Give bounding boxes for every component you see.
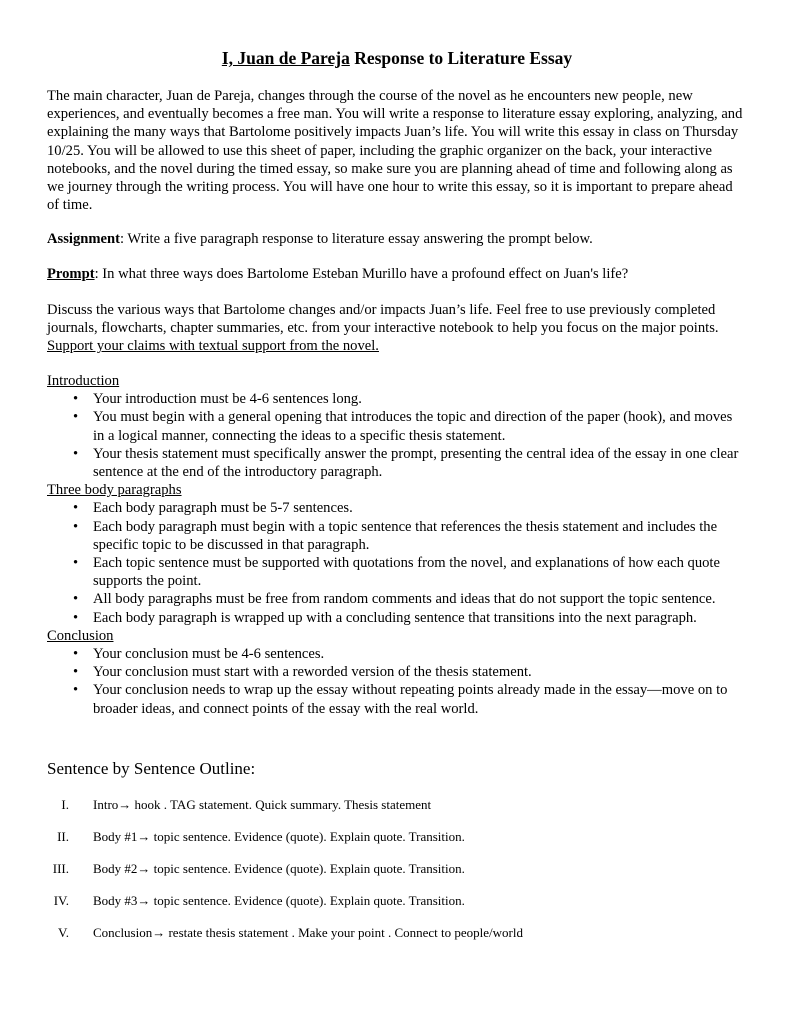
list-item: • You must begin with a general opening that introduces the topic and direction of the paper (hook), and moves in a logical manner, connecting the ideas to a specific thesis statement.	[47, 408, 747, 444]
outline-number: I.	[61, 797, 69, 812]
section-introduction	[47, 372, 747, 481]
list-item: • Each topic sentence must be supported with quotations from the novel, and explanations of how each quote supports the point.	[47, 554, 747, 590]
list-item: • Each body paragraph is wrapped up with a concluding sentence that transitions into the next paragraph.	[47, 609, 747, 627]
outline-text: Body #3→ topic sentence. Evidence (quote). Explain quote. Transition.	[93, 893, 465, 908]
assignment-paragraph	[47, 230, 747, 248]
section-heading: Conclusion	[47, 627, 114, 644]
bullet-list	[47, 499, 747, 626]
title-rest: Response to Literature Essay	[349, 48, 573, 68]
bullet-list	[47, 645, 747, 718]
page-title	[47, 47, 747, 69]
outline-number: IV.	[53, 893, 69, 908]
outline-heading: Sentence by Sentence Outline:	[47, 759, 256, 778]
section-conclusion	[47, 627, 747, 718]
outline-row	[47, 892, 747, 924]
outline-number: V.	[58, 925, 69, 940]
discuss-paragraph	[47, 301, 747, 356]
list-item: • Your introduction must be 4-6 sentences long.	[47, 390, 747, 408]
list-item: • All body paragraphs must be free from random comments and ideas that do not support the topic sentence.	[47, 590, 747, 608]
requirements-sections	[47, 372, 747, 718]
section-heading: Three body paragraphs	[47, 482, 182, 499]
section-body-paragraphs	[47, 481, 747, 627]
outline-number: II.	[57, 829, 69, 844]
discuss-text: Discuss the various ways that Bartolome changes and/or impacts Juan’s life. Feel free to use previously completed journals, flowcharts, chapter summaries, etc. from your interactive notebook to help you focus on the major points.	[47, 302, 719, 337]
outline-number: III.	[52, 861, 69, 876]
section-heading: Introduction	[47, 373, 120, 389]
assignment-label: Assignment	[47, 231, 120, 247]
prompt-paragraph	[47, 265, 747, 283]
title-book-name: I, Juan de Pareja	[221, 48, 350, 68]
list-item: • Your conclusion must be 4-6 sentences.	[47, 645, 747, 663]
prompt-text: : In what three ways does Bartolome Esteban Murillo have a profound effect on Juan's life?	[94, 266, 629, 282]
outline-row	[47, 796, 747, 828]
list-item: • Your thesis statement must specifically answer the prompt, presenting the central idea of the essay in one clear sentence at the end of the introductory paragraph.	[47, 445, 747, 481]
list-item: • Each body paragraph must begin with a topic sentence that references the thesis statement and includes the specific topic to be discussed in that paragraph.	[47, 518, 747, 554]
outline-text: Intro→ hook . TAG statement. Quick summary. Thesis statement	[93, 797, 432, 812]
outline-text: Conclusion→ restate thesis statement . Make your point . Connect to people/world	[93, 925, 524, 940]
discuss-underlined: Support your claims with textual support from the novel.	[47, 338, 379, 355]
intro-paragraph: The main character, Juan de Pareja, changes through the course of the novel as he encounters new people, new experiences, and eventually becomes a free man. You will write a response to literature essay exploring, analyzing, and explaining the many ways that Bartolome positively impacts Juan’s life. You will write this essay in class on Thursday 10/25. You will be allowed to use this sheet of paper, including the graphic organizer on the back, your interactive notebooks, and the novel during the timed essay, so make sure you are planning ahead of time and following along as we journey through the writing process. You will have one hour to write this essay, so it is important to prepare ahead of time.	[47, 88, 743, 214]
outline-row	[47, 924, 747, 956]
outline-list	[47, 796, 747, 956]
list-item: • Your conclusion needs to wrap up the essay without repeating points already made in the essay—move on to broader ideas, and connect points of the essay with the real world.	[47, 681, 747, 717]
list-item: • Each body paragraph must be 5-7 sentences.	[47, 499, 747, 517]
bullet-list	[47, 390, 747, 481]
prompt-label: Prompt	[47, 266, 95, 282]
outline-row	[47, 828, 747, 860]
assignment-text: : Write a five paragraph response to literature essay answering the prompt below.	[119, 231, 593, 247]
list-item: • Your conclusion must start with a reworded version of the thesis statement.	[47, 663, 747, 681]
outline-text: Body #2→ topic sentence. Evidence (quote). Explain quote. Transition.	[93, 861, 465, 876]
outline-text: Body #1→ topic sentence. Evidence (quote). Explain quote. Transition.	[93, 829, 465, 844]
outline-row	[47, 860, 747, 892]
